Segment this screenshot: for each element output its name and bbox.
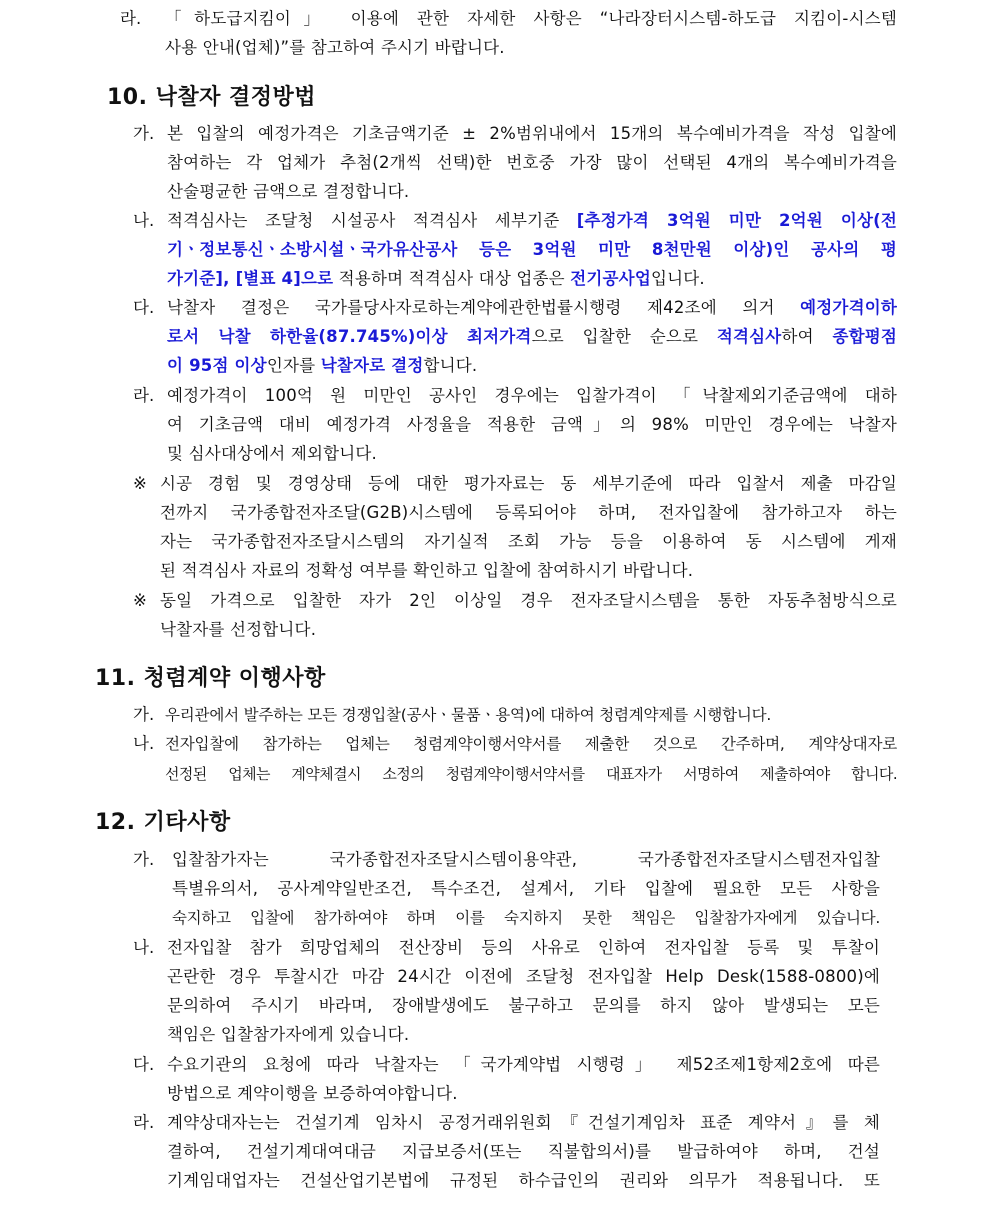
paragraph-line: 특별유의서, 공사계약일반조건, 특수조건, 설계서, 기타 입찰에 필요한 모든 사항을 <box>172 879 880 898</box>
item-marker: 나. <box>133 211 155 230</box>
paragraph-line: 결하여, 건설기계대여대금 지급보증서(또는 직불합의서)를 발급하여야 하며, 건설 <box>167 1142 880 1161</box>
paragraph-line: 방법으로 계약이행을 보증하여야합니다. <box>167 1084 458 1103</box>
paragraph-line: 입찰참가자는 국가종합전자조달시스템이용약관, 국가종합전자조달시스템전자입찰 <box>172 850 880 869</box>
paragraph-line: 전자입찰 참가 희망업체의 전산장비 등의 사유로 인하여 전자입찰 등록 및 투찰이 <box>167 938 880 957</box>
paragraph-line: 가기준], [별표 4]으로 적용하며 적격심사 대상 업종은 전기공사업입니다. <box>167 269 705 288</box>
paragraph-line: 본 입찰의 예정가격은 기초금액기준 ± 2%범위내에서 15개의 복수예비가격을 작성 입찰에 <box>167 124 897 143</box>
paragraph-line: 시공 경험 및 경영상태 등에 대한 평가자료는 동 세부기준에 따라 입찰서 제출 마감일 <box>160 474 897 493</box>
paragraph-line: 예정가격이 100억 원 미만인 공사인 경우에는 입찰가격이 「낙찰제외기준금액에 대하 <box>167 386 897 405</box>
paragraph-line: 전자입찰에 참가하는 업체는 청렴계약이행서약서를 제출한 것으로 간주하며, 계약상대자로 <box>165 735 897 753</box>
item-marker: 라. <box>133 386 155 405</box>
paragraph-line: 동일 가격으로 입찰한 자가 2인 이상일 경우 전자조달시스템을 통한 자동추첨방식으로 <box>160 591 897 610</box>
paragraph-line: 산술평균한 금액으로 결정합니다. <box>167 182 410 201</box>
paragraph-line: 낙찰자 결정은 국가를당사자로하는계약에관한법률시행령 제42조에 의거 예정가격이하 <box>167 298 897 317</box>
item-marker: 나. <box>133 734 155 753</box>
paragraph-line: 로서 낙찰 하한율(87.745%)이상 최저가격으로 입찰한 순으로 적격심사하여 종합평점 <box>167 327 898 346</box>
section-heading-11: 11. 청렴계약 이행사항 <box>95 666 326 691</box>
item-marker: 가. <box>133 124 155 143</box>
note-marker: ※ <box>133 474 147 493</box>
section-heading-10: 10. 낙찰자 결정방법 <box>107 85 317 110</box>
paragraph-line: 숙지하고 입찰에 참가하여야 하며 이를 숙지하지 못한 책임은 입찰참가자에게 있습니다. <box>172 909 880 927</box>
section-heading-12: 12. 기타사항 <box>95 810 231 835</box>
note-marker: ※ <box>133 591 147 610</box>
item-marker: 라. <box>133 1113 155 1132</box>
item-marker: 가. <box>133 850 155 869</box>
item-marker: 나. <box>133 938 155 957</box>
paragraph-line: 자는 국가종합전자조달시스템의 자기실적 조회 가능 등을 이용하여 동 시스템에 게재 <box>160 532 897 551</box>
paragraph-line: 책임은 입찰참가자에게 있습니다. <box>167 1025 410 1044</box>
paragraph-line: 곤란한 경우 투찰시간 마감 24시간 이전에 조달청 전자입찰 Help Desk(1588-0800)에 <box>167 967 880 986</box>
item-marker: 가. <box>133 705 155 724</box>
paragraph-line: 적격심사는 조달청 시설공사 적격심사 세부기준 [추정가격 3억원 미만 2억원 이상(전 <box>167 211 897 230</box>
paragraph-line: 이 95점 이상인자를 낙찰자로 결정합니다. <box>167 356 478 375</box>
item-marker: 다. <box>133 298 155 317</box>
paragraph-line: 기계임대업자는 건설산업기본법에 규정된 하수급인의 권리와 의무가 적용됩니다. 또 <box>167 1171 880 1190</box>
paragraph-line: 여 기초금액 대비 예정가격 사정율을 적용한 금액」의 98% 미만인 경우에는 낙찰자 <box>167 415 897 434</box>
paragraph-line: 참여하는 각 업체가 추첨(2개씩 선택)한 번호중 가장 많이 선택된 4개의 복수예비가격을 <box>167 153 897 172</box>
paragraph-line: 「하도급지킴이」 이용에 관한 자세한 사항은 “나라장터시스템-하도급 지킴이-시스템 <box>165 9 897 28</box>
paragraph-line: 전까지 국가종합전자조달(G2B)시스템에 등록되어야 하며, 전자입찰에 참가하고자 하는 <box>160 503 897 522</box>
paragraph-line: 사용 안내(업체)”를 참고하여 주시기 바랍니다. <box>165 38 505 57</box>
paragraph-line: 문의하여 주시기 바라며, 장애발생에도 불구하고 문의를 하지 않아 발생되는 모든 <box>167 996 880 1015</box>
paragraph-line: 기ㆍ정보통신ㆍ소방시설ㆍ국가유산공사 등은 3억원 미만 8천만원 이상)인 공사의 평 <box>167 240 897 259</box>
paragraph-line: 및 심사대상에서 제외합니다. <box>167 444 378 463</box>
paragraph-line: 계약상대자는는 건설기계 임차시 공정거래위원회『건설기계임차 표준 계약서』를 체 <box>167 1113 880 1132</box>
item-marker: 라. <box>120 9 142 28</box>
paragraph-line: 선정된 업체는 계약체결시 소정의 청렴계약이행서약서를 대표자가 서명하여 제출하여야 합니다. <box>165 765 897 783</box>
paragraph-line: 수요기관의 요청에 따라 낙찰자는 「국가계약법 시행령」 제52조제1항제2호에 따른 <box>167 1055 880 1074</box>
paragraph-line: 낙찰자를 선정합니다. <box>160 620 317 639</box>
paragraph-line: 우리관에서 발주하는 모든 경쟁입찰(공사ㆍ물품ㆍ용역)에 대하여 청렴계약제를 시행합니다. <box>165 706 772 724</box>
item-marker: 다. <box>133 1055 155 1074</box>
paragraph-line: 된 적격심사 자료의 정확성 여부를 확인하고 입찰에 참여하시기 바랍니다. <box>160 561 694 580</box>
